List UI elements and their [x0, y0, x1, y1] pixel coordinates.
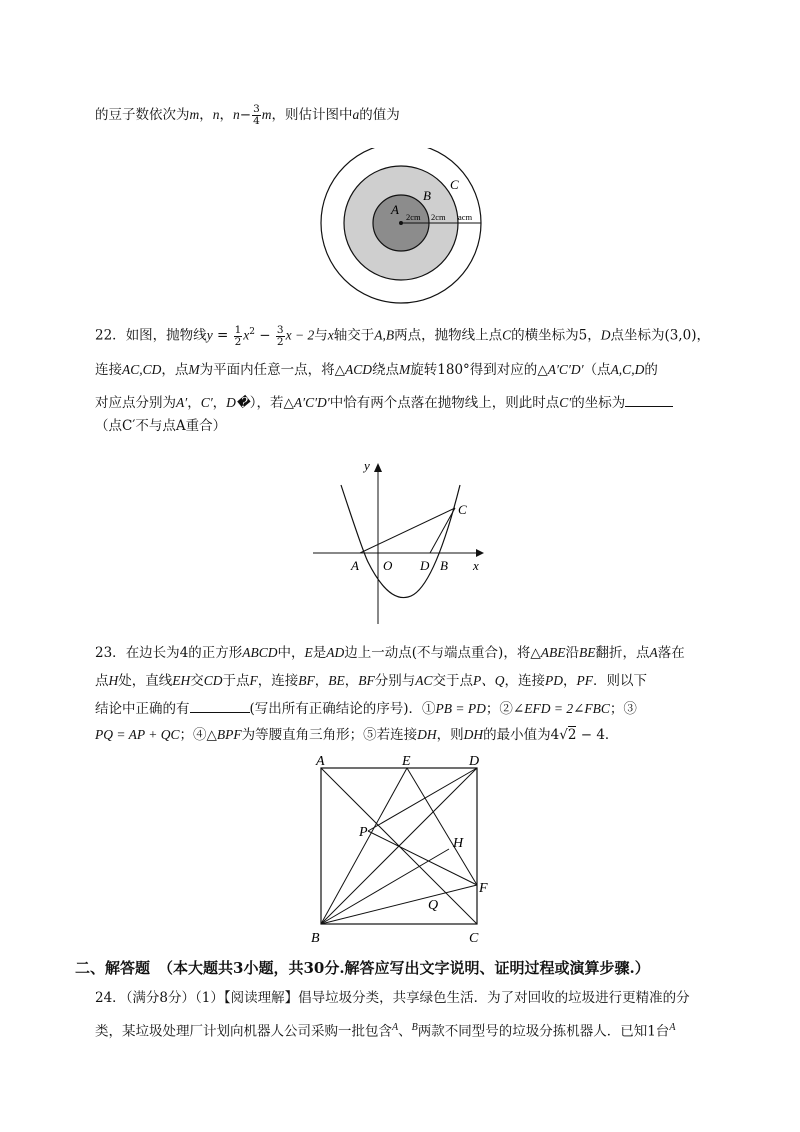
eq-var: A,C,D: [610, 362, 645, 377]
eq-var: EH: [172, 673, 191, 688]
eq-var: H: [108, 673, 119, 688]
q23-text: ，: [344, 673, 359, 689]
q22-text: 旋转180°得到对应的: [410, 362, 538, 378]
eq-op: =: [212, 327, 233, 344]
q21-line: [95, 104, 400, 127]
eq-var: BE: [578, 645, 596, 660]
label-C: C: [450, 177, 459, 192]
eq-var: BF: [298, 673, 315, 688]
label-A: A: [391, 202, 399, 217]
radius-label-1: 2cm: [406, 212, 421, 222]
eq-var: x: [327, 327, 334, 343]
q23-line-4: [95, 725, 618, 745]
q23-text: 落在: [657, 645, 685, 661]
label-F: F: [479, 881, 488, 896]
answer-blank: [625, 392, 673, 407]
q24-text: 、: [398, 1023, 412, 1040]
eq-rest: x − 2: [285, 327, 315, 343]
q22-text: 的: [644, 362, 658, 378]
q22-line-3: [95, 392, 673, 413]
eq-var: D: [600, 327, 611, 343]
eq-var: BE: [328, 673, 345, 688]
eq-var: A: [649, 645, 658, 660]
q24-text: 类，某垃圾处理厂计划向机器人公司采购一批包含: [95, 1023, 392, 1040]
q22-note: （点C′不与点A重合）: [95, 418, 227, 434]
q22-line-4: [95, 416, 226, 436]
q23-text: ，连接: [257, 673, 299, 689]
q21-text: 的值为: [359, 107, 400, 123]
q23-text: 是: [312, 645, 327, 661]
eq-var: A,B: [374, 327, 395, 343]
q23-text: 结论中正确的有: [95, 701, 190, 717]
label-P: P: [359, 825, 368, 840]
section-desc: （本大题共3小题，共30分.解答应写出文字说明、证明过程或演算步骤.）: [158, 959, 650, 977]
q23-text: 中，: [277, 645, 305, 661]
q23-line-2: [95, 671, 647, 691]
eq-var: PQ = AP + QC: [95, 727, 180, 742]
q21-n: n: [233, 107, 240, 122]
eq-var: △ACD: [334, 362, 373, 377]
concentric-circles-figure: [318, 148, 484, 314]
q24-line-2: [95, 1018, 675, 1042]
label-B: B: [311, 931, 320, 946]
label-Q: Q: [428, 898, 439, 913]
eq-num: 2: [567, 727, 577, 743]
question-number: 22．: [95, 327, 126, 344]
q21-text: ，则估计图中: [271, 107, 353, 123]
q21-a: a: [352, 107, 360, 122]
q23-text: 在边长为: [125, 645, 180, 661]
center-point: [399, 221, 403, 225]
q23-text: 为等腰直角三角形；⑤若连接: [241, 727, 418, 743]
label-x: x: [473, 558, 479, 573]
q23-text: 翻折，点: [595, 645, 650, 661]
q22-line-2: [95, 360, 658, 380]
label-C: C: [458, 502, 467, 517]
q22-text: ，: [587, 327, 601, 344]
q22-text: ，: [696, 327, 710, 344]
eq-var: F: [249, 673, 258, 688]
eq-num: − 4: [576, 727, 605, 743]
q23-text: ，连接: [504, 673, 546, 689]
q23-text: ；③: [609, 701, 637, 717]
q23-text: 分别与: [374, 673, 416, 689]
eq-var: BPF: [216, 727, 242, 742]
q23-text: ；④△: [179, 727, 217, 743]
q23-line-1: [95, 643, 685, 663]
y-axis-arrow-icon: [374, 463, 382, 472]
label-B: B: [440, 558, 448, 573]
frac-den: 2: [276, 335, 284, 348]
q23-text: ，: [563, 673, 577, 689]
segment-CD: [430, 508, 455, 553]
section-heading: [75, 958, 650, 978]
q21-n: n: [212, 107, 220, 122]
q24-text: 两款不同型号的垃圾分拣机器人．已知1台: [417, 1023, 670, 1040]
q23-line-3: [95, 698, 637, 719]
eq-var: x: [243, 327, 250, 343]
q22-text: 绕点: [372, 362, 400, 378]
x-axis-arrow-icon: [476, 549, 484, 557]
frac-num: 3: [253, 103, 260, 115]
q22-text: 点坐标为: [610, 327, 665, 344]
eq-var: AC: [415, 673, 433, 688]
eq-num: 4: [550, 727, 560, 743]
q22-text: ，: [212, 395, 227, 411]
q22-text: ，: [187, 395, 201, 411]
q23-text: 处，直线: [118, 673, 173, 689]
eq-var: B: [411, 1022, 418, 1033]
q22-text: 中恰有两个点落在抛物线上，则此时点: [329, 395, 560, 411]
label-H: H: [453, 836, 464, 851]
square-figure: [306, 752, 496, 948]
answer-blank: [190, 698, 250, 713]
label-y: y: [364, 458, 370, 473]
label-E: E: [402, 754, 411, 769]
section-title: 二、解答题: [75, 959, 151, 977]
q23-text: ．: [604, 727, 619, 743]
parabola-figure: [308, 452, 488, 628]
eq-var: P、Q: [473, 673, 505, 688]
q23-text: 交: [190, 673, 204, 689]
label-A: A: [351, 558, 359, 573]
frac-num: 3: [276, 323, 284, 336]
segment-BE: [321, 768, 407, 924]
eq-var: AD: [326, 645, 345, 660]
question-number: 24．: [95, 990, 126, 1006]
parabola-curve: [341, 485, 460, 598]
q23-text: 的正方形: [188, 645, 243, 661]
eq-var: D�: [226, 395, 250, 410]
eq-var: △A′C′D′: [283, 395, 330, 410]
q23-text: (写出所有正确结论的序号)．①: [249, 701, 436, 717]
q22-text: 两点，抛物线上点: [394, 327, 503, 344]
q23-text: 的最小值为: [483, 727, 551, 743]
eq-var: PD: [545, 673, 564, 688]
eq-var: A′: [176, 395, 188, 410]
eq-var: ABCD: [242, 645, 278, 660]
eq-var: A: [669, 1022, 676, 1033]
q22-text: 为平面内任意一点，将: [199, 362, 335, 378]
segment-AC: [360, 508, 455, 553]
q23-text: 点: [95, 673, 109, 689]
eq-var: CD: [203, 673, 223, 688]
question-number: 23．: [95, 645, 126, 661]
q21-m: m: [261, 107, 272, 122]
eq-var: C′: [559, 395, 572, 410]
fraction: [234, 325, 243, 348]
eq-var: M: [399, 362, 411, 377]
coordinate: (3,0): [664, 327, 697, 344]
label-B: B: [423, 188, 431, 203]
q21-m: m: [189, 107, 200, 122]
eq-var: y: [206, 327, 213, 343]
eq-var: BF: [358, 673, 375, 688]
q23-text: ；②: [485, 701, 513, 717]
q23-text: 沿: [565, 645, 579, 661]
q22-text: 的坐标为: [571, 395, 626, 411]
q22-text: ，点: [161, 362, 189, 378]
radius-label-2: 2cm: [431, 212, 446, 222]
q22-text: 对应点分别为: [95, 395, 176, 411]
q24-line-1: [95, 988, 690, 1008]
radius-label-3: acm: [458, 212, 473, 222]
eq-var: PF: [576, 673, 594, 688]
q23-text: 边上一动点(不与端点重合)，将: [344, 645, 531, 661]
q22-text: （点: [583, 362, 611, 378]
q22-line-1: [95, 322, 710, 348]
label-A: A: [316, 754, 325, 769]
sqrt-sign: √: [559, 727, 568, 743]
label-D: D: [469, 754, 480, 769]
q21-fraction: [252, 104, 261, 127]
frac-den: 4: [253, 115, 260, 127]
eq-num: 4: [179, 645, 189, 661]
segment-PD: [368, 768, 477, 831]
q22-text: 的横坐标为: [511, 327, 579, 344]
q23-text: ，: [314, 673, 329, 689]
eq-var: A: [392, 1022, 399, 1033]
eq-var: M: [188, 362, 200, 377]
label-C: C: [469, 931, 479, 946]
eq-var: ∠EFD = 2∠FBC: [512, 701, 610, 716]
eq-var: AC,CD: [122, 362, 162, 377]
label-O: O: [383, 558, 393, 573]
eq-var: C′: [200, 395, 213, 410]
q22-text: 轴交于: [333, 327, 375, 344]
frac-den: 2: [234, 335, 242, 348]
eq-var: DH: [417, 727, 437, 742]
q21-comma: ，: [219, 107, 233, 123]
frac-num: 1: [234, 323, 242, 336]
eq-op: −: [255, 327, 275, 344]
q21-text: 的豆子数依次为: [95, 107, 190, 123]
eq-var: E: [304, 645, 313, 660]
q22-text: 与: [314, 327, 328, 344]
q23-text: 于点: [222, 673, 250, 689]
fraction: [276, 325, 285, 348]
label-D: D: [420, 558, 430, 573]
eq-var: PB = PD: [435, 701, 486, 716]
eq-var: C: [502, 327, 512, 343]
q22-text: 连接: [95, 362, 122, 378]
q21-comma: ，: [199, 107, 213, 123]
eq-var: △ABE: [530, 645, 566, 660]
eq-sup: 2: [249, 327, 256, 337]
q21-minus: −: [239, 107, 252, 123]
q22-text: 如图，抛物线: [125, 327, 207, 344]
eq-var: DH: [463, 727, 484, 742]
q23-text: ，则: [436, 727, 464, 743]
eq-num: 5: [578, 327, 588, 344]
q23-text: 交于点: [432, 673, 474, 689]
q22-text: ），若: [249, 395, 284, 411]
q24-text: （满分8分）（1）【阅读理解】倡导垃圾分类，共享绿色生活．为了对回收的垃圾进行更精准的分: [125, 990, 690, 1006]
q23-text: ．则以下: [593, 673, 648, 689]
segment-BF: [321, 885, 477, 924]
eq-var: △A′C′D′: [537, 362, 584, 377]
